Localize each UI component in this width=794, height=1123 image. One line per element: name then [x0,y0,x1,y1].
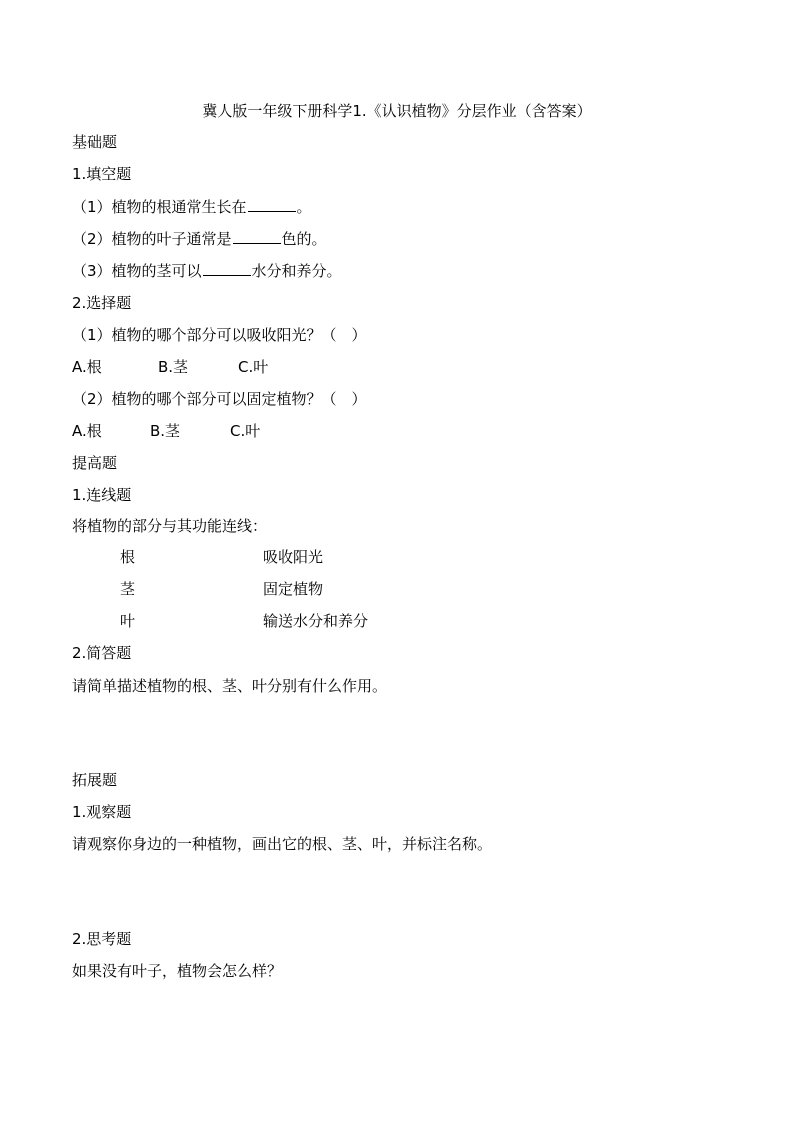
section-heading-basic: 基础题 [72,133,118,151]
fill-q1-end: 。 [296,198,312,216]
observe-question: 请观察你身边的一种植物，画出它的根、茎、叶，并标注名称。 [72,835,493,853]
match-function-anchor[interactable]: 固定植物 [263,580,324,598]
document-title: 冀人版一年级下册科学1.《认识植物》分层作业（含答案） [202,102,592,120]
option-a[interactable]: A.根 [72,422,102,440]
observe-heading: 1.观察题 [72,803,132,821]
choice-question-1: （1）植物的哪个部分可以吸收阳光？（ ） [72,326,367,344]
fill-q2-text: （2）植物的叶子通常是 [72,230,232,248]
choice-options-2 [72,421,260,441]
fill-blank-heading: 1.填空题 [72,165,132,183]
choice-options-1 [72,357,268,377]
section-heading-advanced: 提高题 [72,454,118,472]
fill-q2-end: 色的。 [281,230,327,248]
match-function-transport[interactable]: 输送水分和养分 [263,612,369,630]
option-b[interactable]: B.茎 [150,422,181,440]
answer-blank[interactable] [248,197,296,212]
match-item-root[interactable]: 根 [120,548,136,566]
fill-q1-text: （1）植物的根通常生长在 [72,198,247,216]
think-question: 如果没有叶子，植物会怎么样？ [72,962,283,980]
matching-instruction: 将植物的部分与其功能连线： [72,517,268,535]
answer-blank[interactable] [203,261,251,276]
match-item-leaf[interactable]: 叶 [120,612,136,630]
section-heading-extension: 拓展题 [72,771,118,789]
option-b[interactable]: B.茎 [158,358,189,376]
fill-question-3 [72,261,342,281]
fill-q3-text: （3）植物的茎可以 [72,262,202,280]
option-a[interactable]: A.根 [72,358,102,376]
short-answer-question: 请简单描述植物的根、茎、叶分别有什么作用。 [72,677,388,695]
match-item-stem[interactable]: 茎 [120,580,136,598]
option-c[interactable]: C.叶 [230,422,261,440]
fill-question-2 [72,229,327,249]
fill-question-1 [72,197,312,217]
option-c[interactable]: C.叶 [238,358,269,376]
choice-heading: 2.选择题 [72,294,132,312]
matching-heading: 1.连线题 [72,486,132,504]
choice-question-2: （2）植物的哪个部分可以固定植物？（ ） [72,390,367,408]
answer-blank[interactable] [233,229,281,244]
match-function-sunlight[interactable]: 吸收阳光 [263,548,324,566]
think-heading: 2.思考题 [72,930,132,948]
fill-q3-end: 水分和养分。 [251,262,342,280]
short-answer-heading: 2.简答题 [72,644,132,662]
